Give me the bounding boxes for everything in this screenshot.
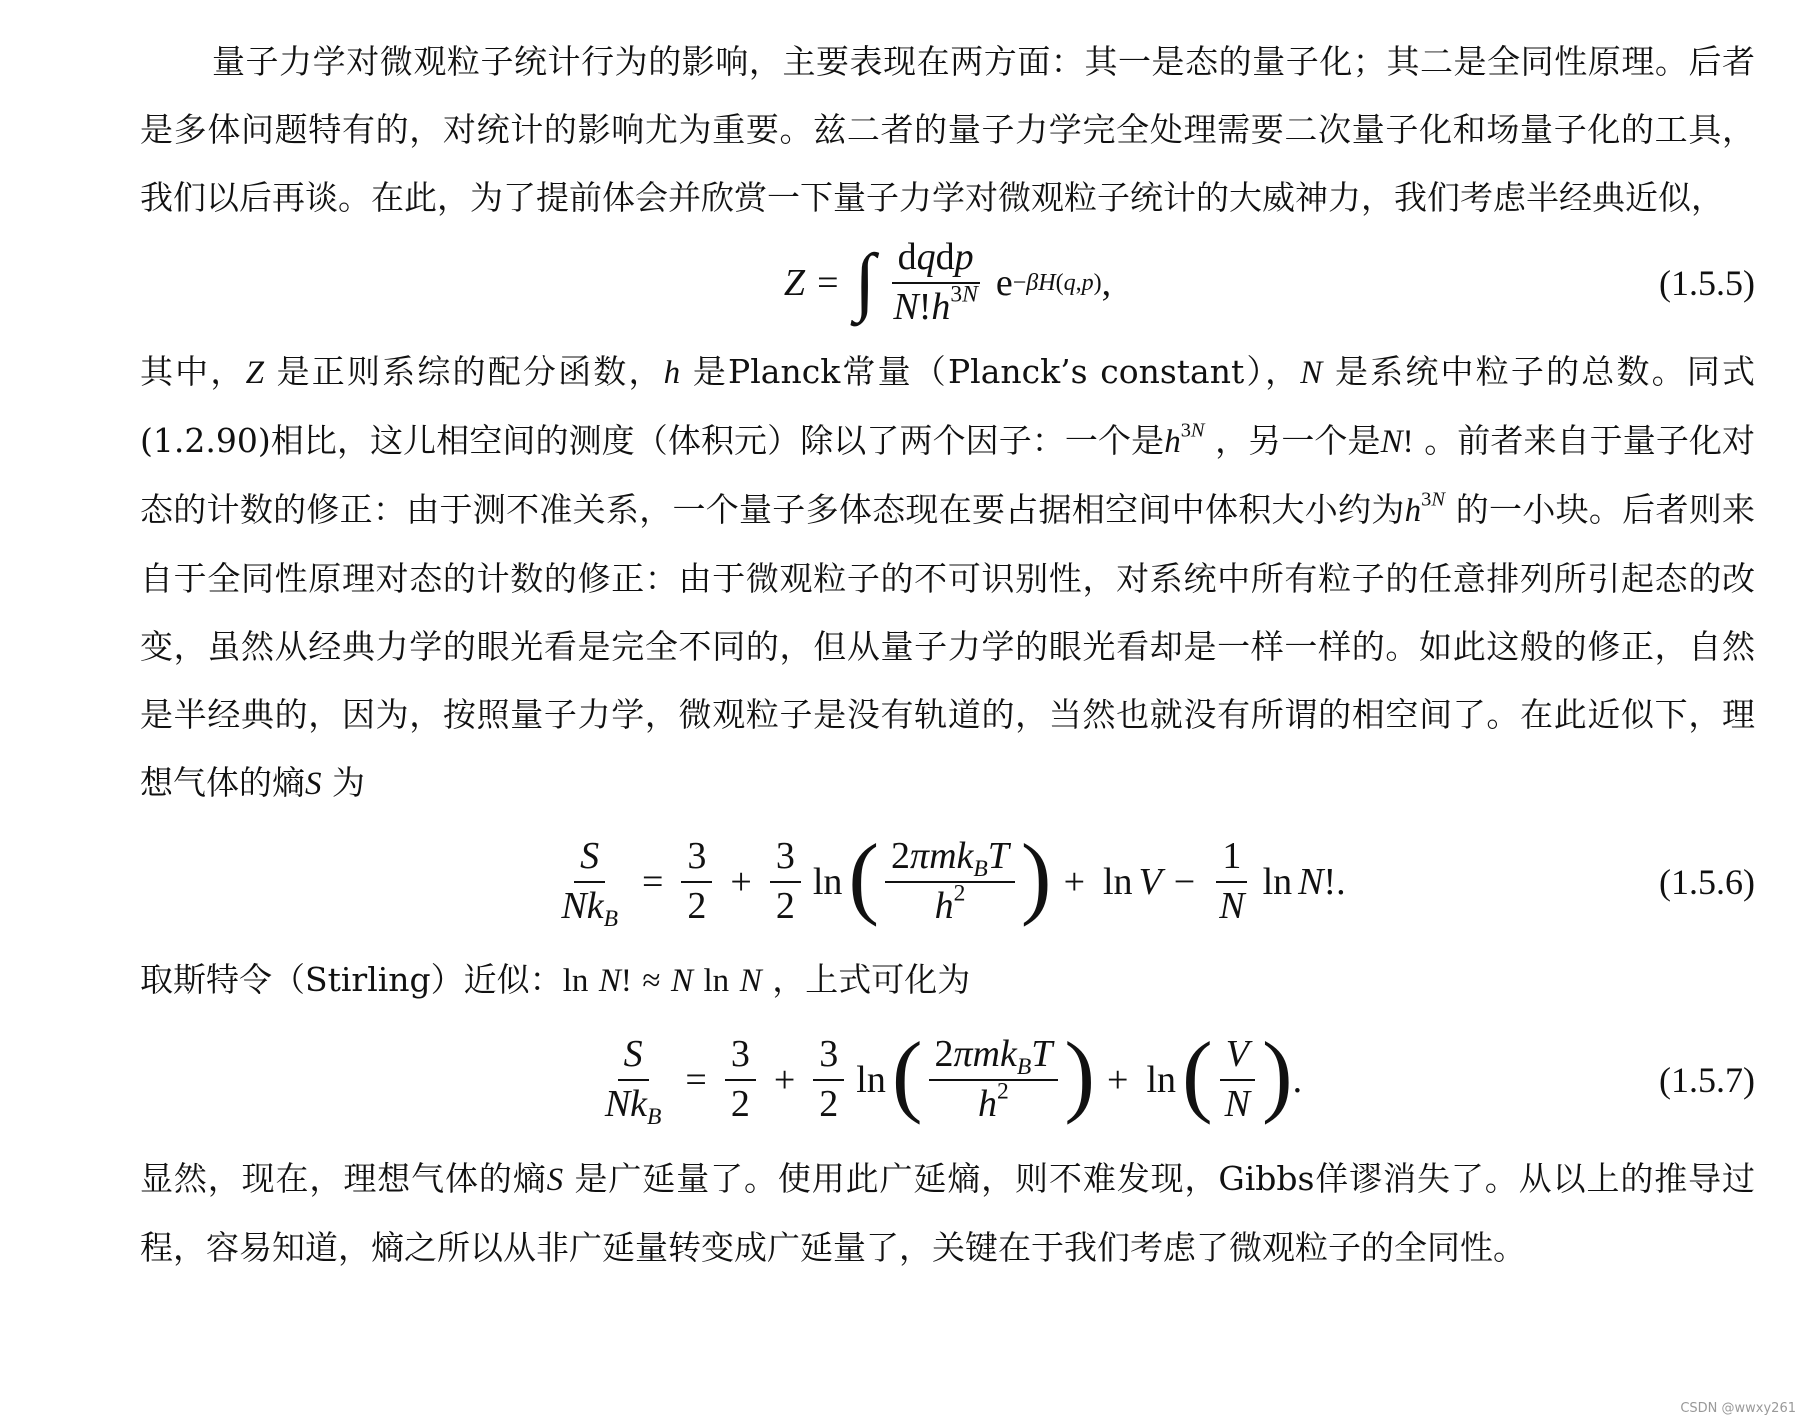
equation-number: (1.5.6) [1659,862,1755,902]
equation-1-5-7: $\frac{S}{Nk_B}$ = $\frac{3}{2}$ + $\frac{3}{2}$ ln ( $\frac{2\pi mk_BT}{h^2}$ ) + ln ( $\frac{V}{N}$ ) . (1.5.7) [604,1023,1755,1131]
page-content [140,28,1755,1282]
equation-number: (1.5.7) [1659,1060,1755,1100]
paragraph-stirling: 取斯特令（Stirling）近似：ln N! ≈ N ln N ，上式可化为 [140,960,971,999]
watermark: CSDN @wwxy261 [1680,1401,1796,1416]
eq1-fraction: $\frac{\text{dqdp}}{N!h^{3N}}$ [893,236,978,328]
equation-number: (1.5.5) [1659,263,1755,303]
paragraph-intro: 量子力学对微观粒子统计行为的影响，主要表现在两方面：其一是态的量子化；其二是全同性原理。后者是多体问题特有的，对统计的影响尤为重要。兹二者的量子力学完全处理需要二次量子化和场量子化的工具，我们以后再谈。在此，为了提前体会并欣赏一下量子力学对微观粒子统计的大威神力，我们考虑半经典近似， [140,42,1755,217]
equation-1-5-6: $\frac{S}{Nk_B}$ = $\frac{3}{2}$ + $\frac{3}{2}$ ln ( $\frac{2\pi mk_BT}{h^2}$ ) + ln V − $\frac{1}{N}$ ln N !. (1.5.6) [561,825,1755,933]
paragraph-conclusion: 显然，现在，理想气体的熵S 是广延量了。使用此广延熵，则不难发现，Gibbs佯谬消失了。从以上的推导过程，容易知道，熵之所以从非广延量转变成广延量了，关键在于我们考虑了微观粒子的全同性。 [140,1159,1755,1267]
paragraph-explanation: 其中，Z 是正则系综的配分函数，h 是Planck常量（Planck’s constant），N 是系统中粒子的总数。同式(1.2.90)相比，这儿相空间的测度（体积元）除以了两个因子：一个是$h^{3N}$ ，另一个是N! 。前者来自于量子化对态的计数的修正：由于测不准关系，一个量子多体态现在要占据相空间中体积大小约为$h^{3N}$ 的一小块。后者则来自于全同性原理对态的计数的修正：由于微观粒子的不可识别性，对系统中所有粒子的任意排列所引起态的改变，虽然从经典力学的眼光看是完全不同的，但从量子力学的眼光看却是一样一样的。如此这般的修正，自然是半经典的，因为，按照量子力学，微观粒子是没有轨道的，当然也就没有所谓的相空间了。在此近似下，理想气体的熵S 为 [140,352,1756,802]
equation-1-5-5: Z = ∫ $\frac{\text{dqdp}}{N!h^{3N}}$ e −βH(q,p) , (1.5.5) [783,236,1755,328]
